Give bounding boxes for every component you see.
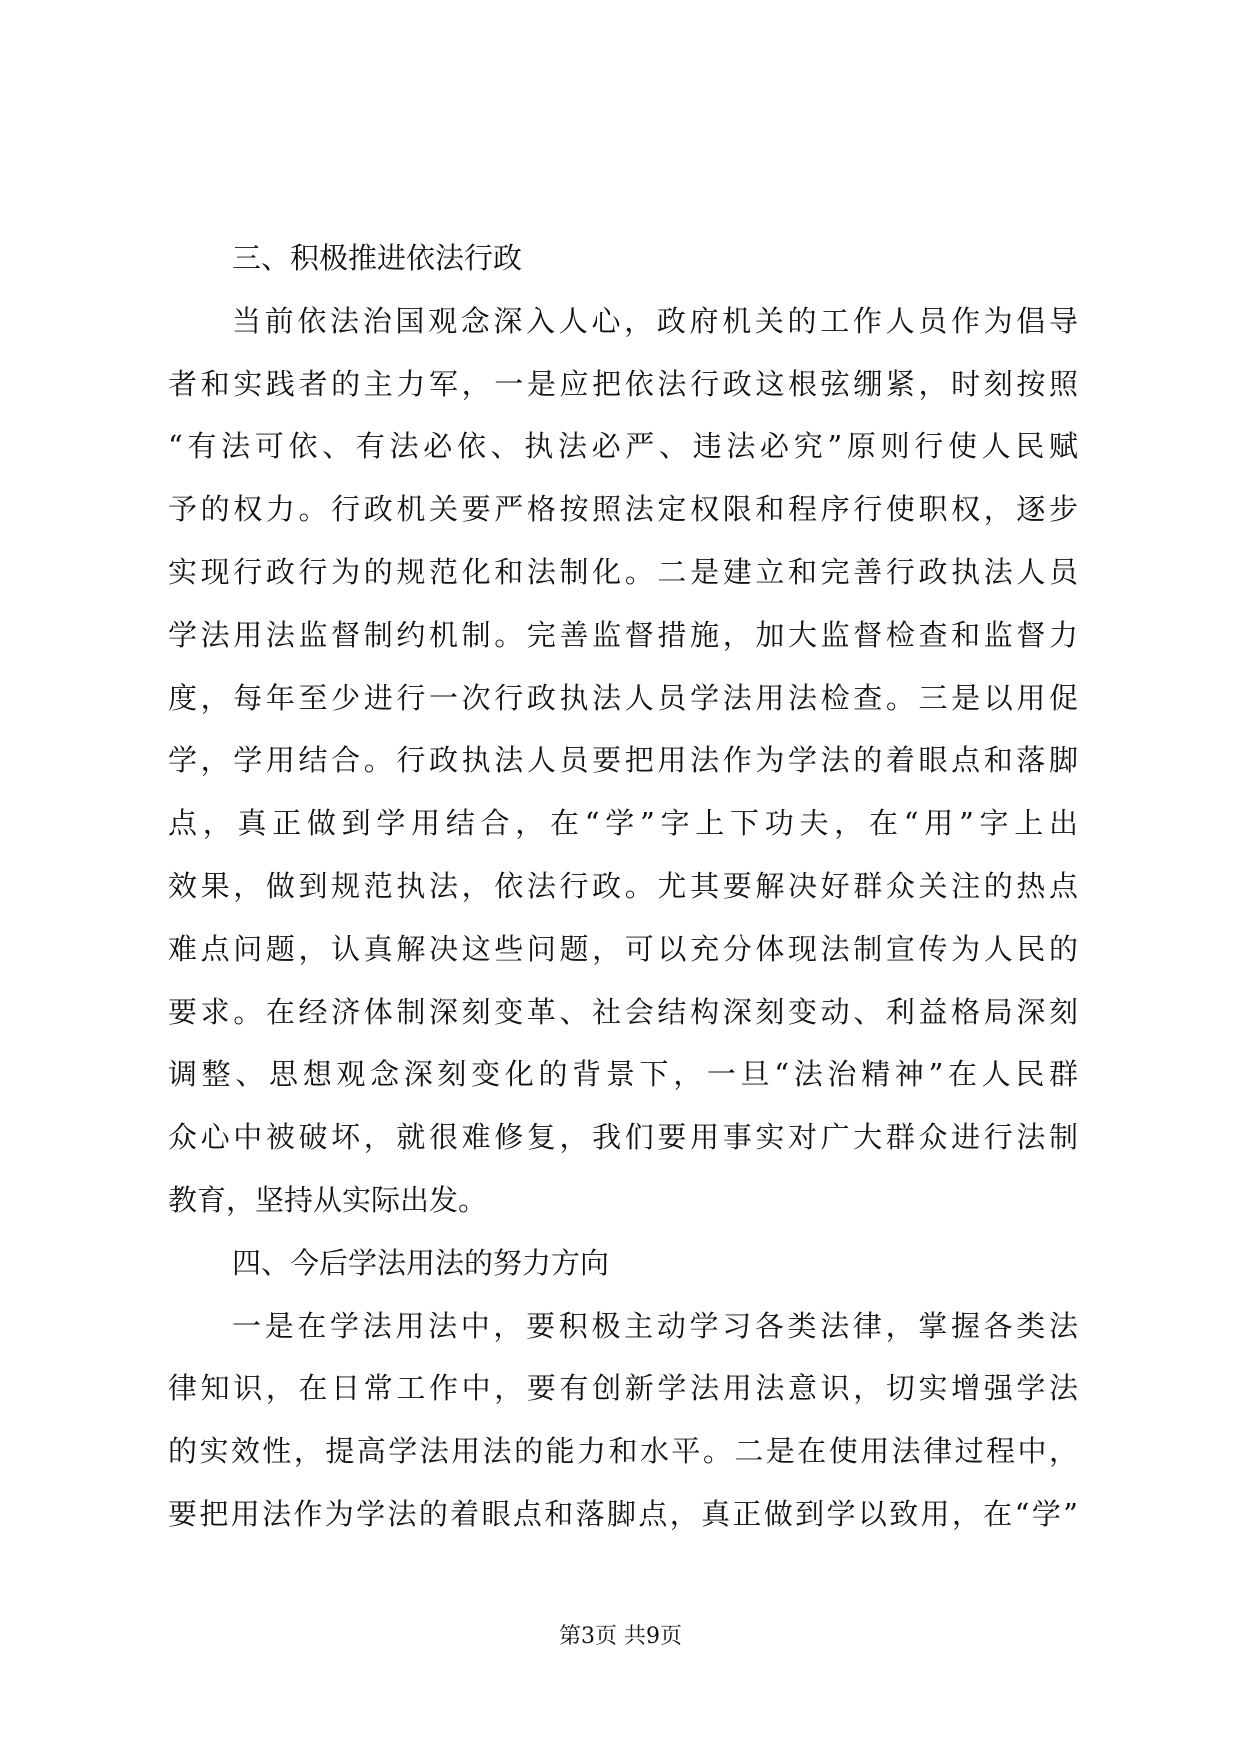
text-line: 实现行政行为的规范化和法制化。二是建立和完善行政执法人员 <box>168 554 1078 589</box>
text-line: 学法用法监督制约机制。完善监督措施，加大监督检查和监督力 <box>168 617 1078 652</box>
text-line: “有法可依、有法必依、执法必严、违法必究”原则行使人民赋 <box>168 429 1078 464</box>
paragraph <box>168 1295 1078 1546</box>
heading-text: 四、今后学法用法的努力方向 <box>232 1245 610 1280</box>
text-line: 调整、思想观念深刻变化的背景下，一旦“法治精神”在人民群 <box>168 1057 1078 1092</box>
text-line: 予的权力。行政机关要严格按照法定权限和程序行使职权，逐步 <box>168 492 1078 527</box>
text-line: 学，学用结合。行政执法人员要把用法作为学法的着眼点和落脚 <box>168 743 1078 778</box>
text-line: 当前依法治国观念深入人心，政府机关的工作人员作为倡导 <box>232 303 1078 338</box>
text-line: 难点问题，认真解决这些问题，可以充分体现法制宣传为人民的 <box>168 931 1078 966</box>
section-heading <box>168 227 1078 290</box>
text-line: 律知识，在日常工作中，要有创新学法用法意识，切实增强学法 <box>168 1371 1078 1406</box>
text-line: 者和实践者的主力军，一是应把依法行政这根弦绷紧，时刻按照 <box>168 366 1078 401</box>
text-line: 教育，坚持从实际出发。 <box>168 1182 488 1217</box>
text-line: 要把用法作为学法的着眼点和落脚点，真正做到学以致用，在“学” <box>168 1496 1078 1531</box>
document-body <box>168 227 1078 1546</box>
text-line: 度，每年至少进行一次行政执法人员学法用法检查。三是以用促 <box>168 680 1078 715</box>
text-line: 的实效性，提高学法用法的能力和水平。二是在使用法律过程中， <box>168 1434 1078 1469</box>
text-line: 要求。在经济体制深刻变革、社会结构深刻变动、利益格局深刻 <box>168 994 1078 1029</box>
text-line: 点，真正做到学用结合，在“学”字上下功夫，在“用”字上出 <box>168 806 1078 841</box>
text-line: 一是在学法用法中，要积极主动学习各类法律，掌握各类法 <box>232 1308 1078 1343</box>
section-heading <box>168 1232 1078 1295</box>
text-line: 众心中被破坏，就很难修复，我们要用事实对广大群众进行法制 <box>168 1120 1078 1155</box>
page-footer: 第3页 共9页 <box>559 1624 682 1649</box>
text-line: 效果，做到规范执法，依法行政。尤其要解决好群众关注的热点 <box>168 868 1078 903</box>
heading-text: 三、积极推进依法行政 <box>232 241 523 275</box>
paragraph <box>168 290 1078 1232</box>
